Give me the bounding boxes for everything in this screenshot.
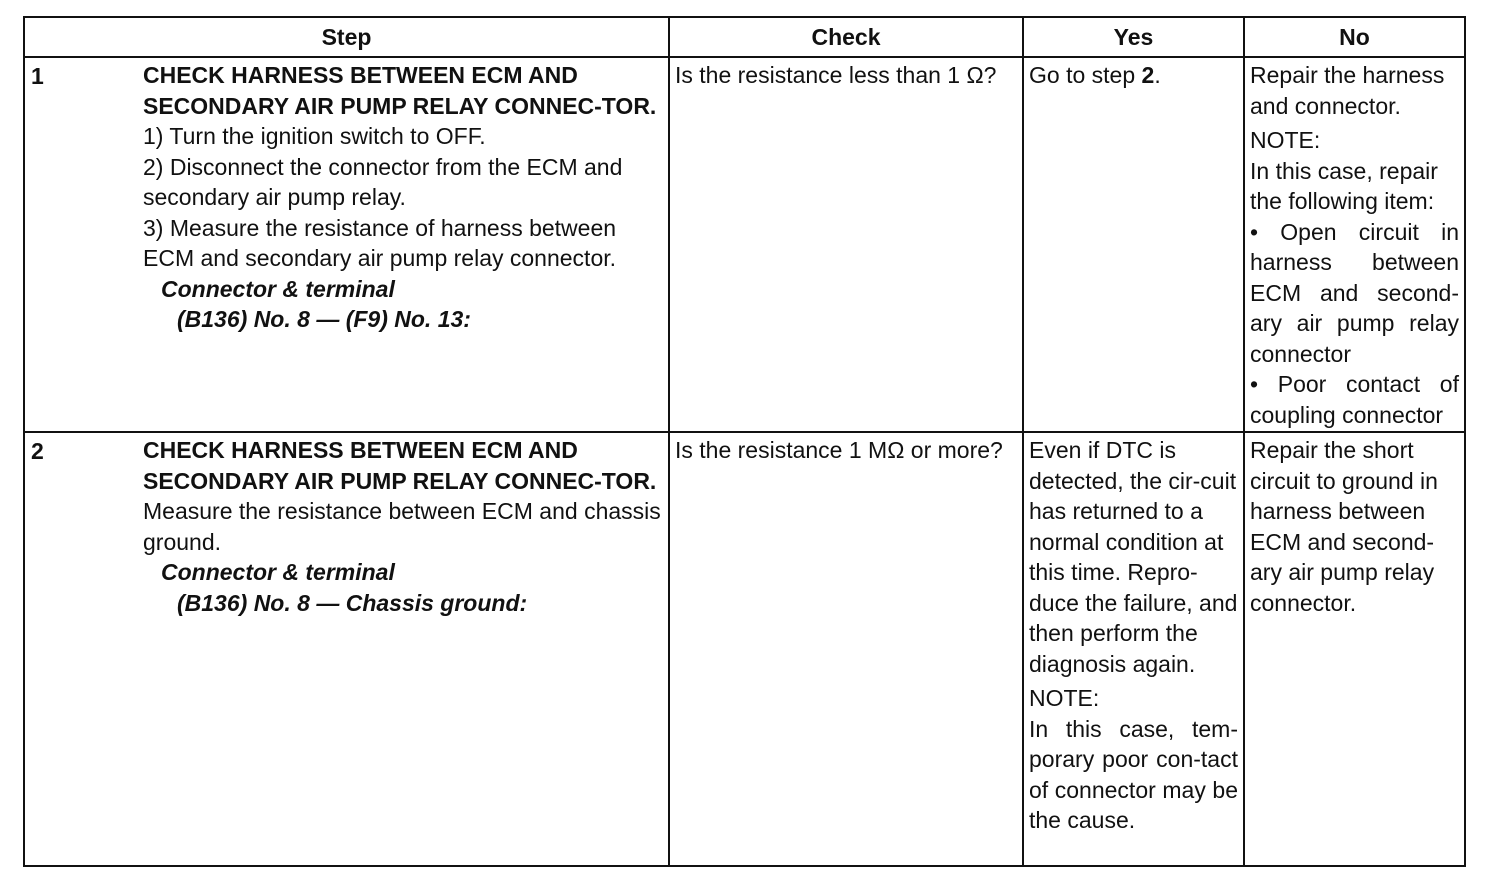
no-text: Repair the harness and connector. xyxy=(1250,62,1445,119)
yes-cell xyxy=(1023,57,1244,432)
header-check: Check xyxy=(669,17,1023,57)
check-cell xyxy=(669,432,1023,866)
no-cell xyxy=(1244,57,1465,432)
table-row xyxy=(24,432,1465,866)
step-instruction: Measure the resistance between ECM and chassis ground. xyxy=(143,498,661,555)
connector-label: Connector & terminal xyxy=(161,559,395,585)
yes-text: Even if DTC is detected, the cir-cuit has returned to a normal condition at this time. Repro-duce the failure, and then perform the diagnosis again. xyxy=(1029,437,1238,677)
connector-value: (B136) No. 8 — Chassis ground: xyxy=(177,589,528,616)
note-text: In this case, tem-porary poor con-tact of connector may be the cause. xyxy=(1029,715,1238,833)
step-cell xyxy=(24,432,669,866)
check-text: Is the resistance less than 1 Ω? xyxy=(675,62,997,88)
connector-value: (B136) No. 8 — (F9) No. 13: xyxy=(177,306,471,332)
note-label: NOTE: xyxy=(1250,127,1321,153)
step-number: 1 xyxy=(31,63,44,89)
header-yes: Yes xyxy=(1023,17,1244,57)
note-bullet: • Open circuit in harness between ECM and second-ary air pump relay connector xyxy=(1250,218,1459,367)
check-text: Is the resistance 1 MΩ or more? xyxy=(675,437,1003,463)
yes-cell xyxy=(1023,432,1244,866)
header-row xyxy=(24,17,1465,57)
step-instruction: 3) Measure the resistance of harness between ECM and secondary air pump relay connector. xyxy=(143,214,617,271)
step-instruction: 1) Turn the ignition switch to OFF. xyxy=(143,123,486,149)
step-title: CHECK HARNESS BETWEEN ECM AND SECONDARY AIR PUMP RELAY CONNEC-TOR. xyxy=(143,437,657,494)
header-step: Step xyxy=(24,17,669,57)
yes-text xyxy=(1024,58,1243,91)
step-instruction: 2) Disconnect the connector from the ECM and secondary air pump relay. xyxy=(143,153,623,210)
yes-prefix: Go to step xyxy=(1029,62,1142,88)
table-row xyxy=(24,57,1465,432)
step-title: CHECK HARNESS BETWEEN ECM AND SECONDARY AIR PUMP RELAY CONNEC-TOR. xyxy=(143,62,657,119)
diagnostic-table xyxy=(23,16,1466,867)
connector-label: Connector & terminal xyxy=(161,275,395,302)
yes-step-link: 2 xyxy=(1141,62,1155,88)
step-number: 2 xyxy=(31,438,44,464)
no-text: Repair the short circuit to ground in harness between ECM and second-ary air pump relay connector. xyxy=(1250,437,1438,616)
step-cell xyxy=(24,57,669,432)
no-cell xyxy=(1244,432,1465,866)
note-label: NOTE: xyxy=(1029,685,1100,711)
check-cell xyxy=(669,57,1023,432)
header-no: No xyxy=(1244,17,1465,57)
note-bullet: • Poor contact of coupling connector xyxy=(1250,371,1459,428)
yes-suffix: . xyxy=(1154,62,1161,88)
note-text: In this case, repair the following item: xyxy=(1250,157,1438,214)
